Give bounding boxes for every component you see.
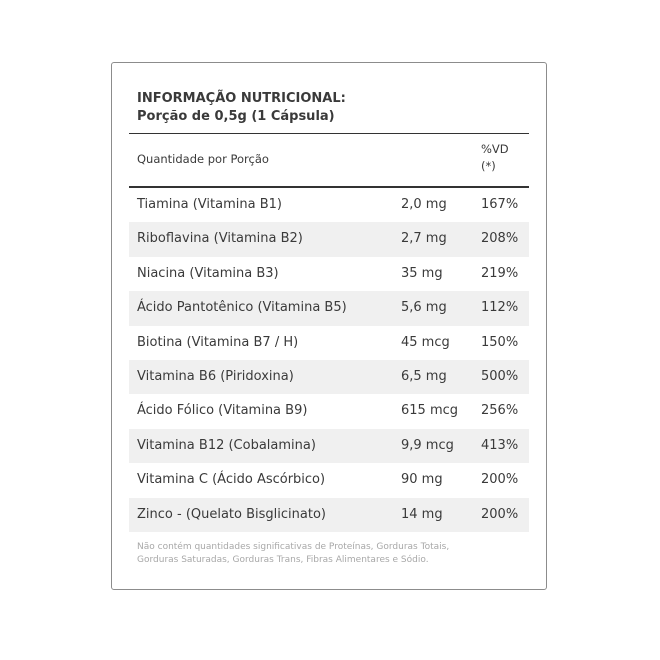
table-row: [129, 498, 529, 532]
nutrient-name: Vitamina B12 (Cobalamina): [137, 437, 316, 453]
nutrient-vd: 200%: [481, 472, 519, 488]
nutrient-vd: 112%: [481, 300, 519, 316]
table-row: [129, 360, 529, 394]
nutrient-amount: 9,9 mcg: [401, 437, 454, 453]
nutrient-vd: 413%: [481, 437, 519, 453]
table-row: [129, 326, 529, 360]
table-row: [129, 291, 529, 325]
serving-size: Porção de 0,5g (1 Cápsula): [137, 109, 335, 124]
table-row: [129, 257, 529, 291]
nutrient-name: Niacina (Vitamina B3): [137, 265, 279, 281]
nutrient-amount: 6,5 mg: [401, 368, 447, 384]
column-header-vd-line2: (*): [481, 159, 496, 173]
table-row: [129, 429, 529, 463]
table-row: [129, 463, 529, 497]
nutrient-vd: 200%: [481, 506, 519, 522]
nutrient-vd: 167%: [481, 197, 519, 212]
nutrient-vd: 150%: [481, 334, 519, 350]
nutrient-table: [129, 188, 529, 532]
column-header-quantity: Quantidade por Porção: [137, 152, 269, 166]
nutrient-name: Tiamina (Vitamina B1): [137, 197, 282, 212]
nutrient-vd: 500%: [481, 368, 519, 384]
nutrient-vd: 208%: [481, 231, 519, 247]
table-row: [129, 394, 529, 428]
nutrient-name: Vitamina C (Ácido Ascórbico): [137, 472, 326, 488]
nutrient-name: Ácido Pantotênico (Vitamina B5): [137, 300, 347, 316]
footnote-line-2: Gorduras Saturadas, Gorduras Trans, Fibras Alimentares e Sódio.: [137, 555, 429, 565]
footnote: [137, 541, 517, 567]
nutrient-amount: 2,7 mg: [401, 231, 447, 247]
table-row: [129, 222, 529, 256]
nutrient-name: Zinco - (Quelato Bisglicinato): [137, 506, 326, 522]
nutrient-amount: 14 mg: [401, 506, 443, 522]
nutrition-facts-panel: [111, 62, 547, 590]
nutrient-name: Vitamina B6 (Piridoxina): [137, 368, 294, 384]
footnote-line-1: Não contém quantidades significativas de Proteínas, Gorduras Totais,: [137, 542, 450, 552]
nutrient-name: Ácido Fólico (Vitamina B9): [137, 403, 308, 419]
nutrient-amount: 5,6 mg: [401, 300, 447, 316]
table-row: [129, 188, 529, 222]
nutrient-amount: 35 mg: [401, 265, 443, 281]
nutrient-vd: 256%: [481, 403, 519, 419]
column-header-vd-line1: %VD: [481, 142, 509, 156]
nutrient-amount: 90 mg: [401, 472, 443, 488]
nutrient-amount: 45 mcg: [401, 334, 450, 350]
nutrient-vd: 219%: [481, 265, 519, 281]
nutrient-name: Riboflavina (Vitamina B2): [137, 231, 303, 247]
nutrient-name: Biotina (Vitamina B7 / H): [137, 334, 299, 350]
panel-title: INFORMAÇÃO NUTRICIONAL:: [137, 91, 346, 106]
nutrient-amount: 615 mcg: [401, 403, 459, 419]
column-header-vd: [481, 141, 509, 175]
nutrient-amount: 2,0 mg: [401, 197, 447, 212]
divider-top: [129, 133, 529, 134]
